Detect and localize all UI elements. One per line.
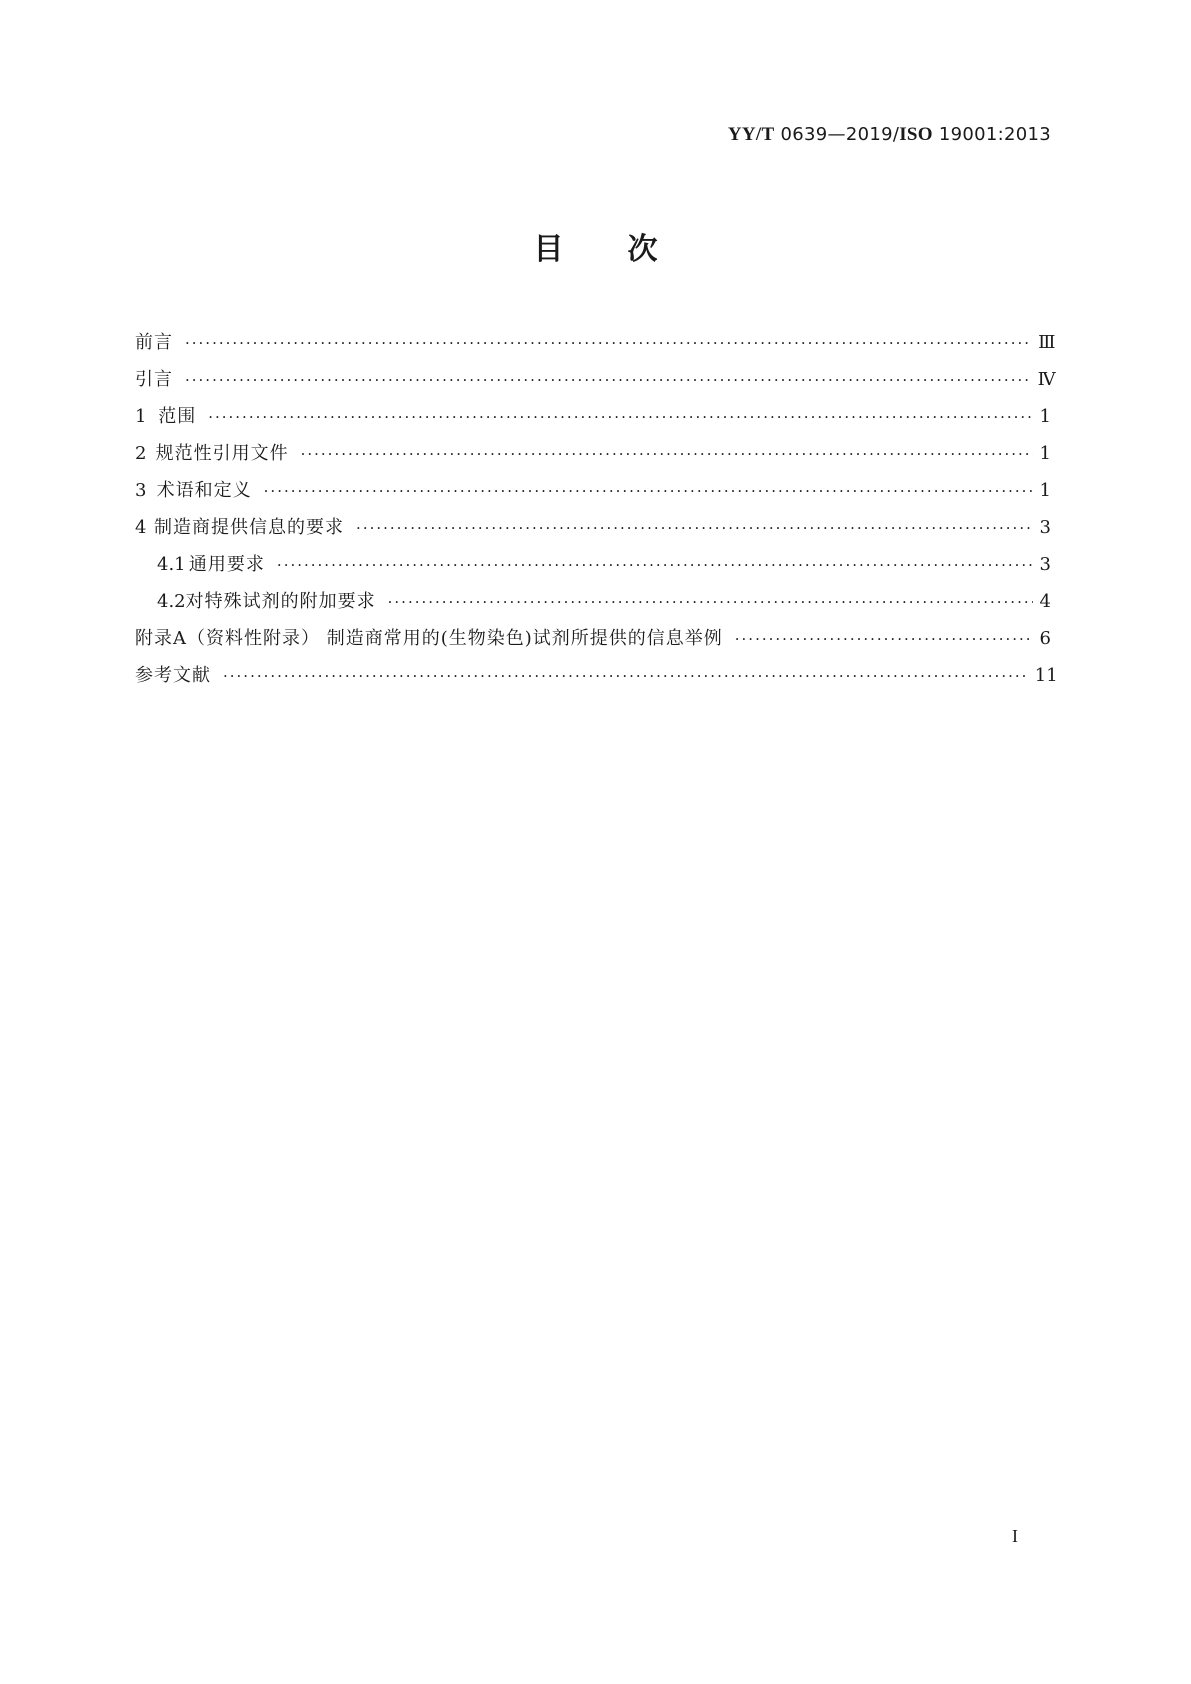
toc-entry-label: 参考文献 <box>135 665 211 686</box>
toc-entry-introduction[interactable] <box>135 365 1056 402</box>
toc-entry-page: 3 <box>1039 554 1051 575</box>
toc-entry-page: 3 <box>1039 517 1051 538</box>
toc-leader-dots <box>185 371 1032 389</box>
table-of-contents <box>135 328 1058 698</box>
toc-entry-page: 1 <box>1039 443 1051 464</box>
toc-entry-label: 对特殊试剂的附加要求 <box>185 591 376 612</box>
toc-entry-label: 规范性引用文件 <box>155 443 289 464</box>
toc-leader-dots <box>735 630 1033 648</box>
toc-entry-foreword[interactable] <box>135 328 1056 365</box>
standard-number: 0639—2019/ <box>774 124 900 145</box>
toc-leader-dots <box>388 593 1033 611</box>
toc-entry-normative-references[interactable] <box>135 439 1051 476</box>
toc-entry-label: 引言 <box>135 369 173 390</box>
page-number: I <box>1012 1526 1018 1546</box>
standard-prefix: YY/T <box>727 124 775 145</box>
title-char-1: 目 <box>533 232 564 267</box>
toc-leader-dots <box>185 334 1032 352</box>
toc-entry-label: 术语和定义 <box>156 480 252 501</box>
toc-entry-page: 11 <box>1034 665 1058 686</box>
toc-entry-page: 1 <box>1039 406 1051 427</box>
toc-entry-page: Ⅲ <box>1038 332 1056 353</box>
toc-entry-annex-a[interactable] <box>135 624 1051 661</box>
toc-leader-dots <box>301 445 1033 463</box>
toc-entry-scope[interactable] <box>135 402 1051 439</box>
page-title <box>0 224 1191 268</box>
toc-leader-dots <box>264 482 1033 500</box>
toc-entry-page: 6 <box>1039 628 1051 649</box>
toc-entry-label: 附录A（资料性附录） 制造商常用的(生物染色)试剂所提供的信息举例 <box>135 628 723 649</box>
toc-entry-number: 2 <box>135 443 147 464</box>
iso-number: 19001:2013 <box>932 124 1051 145</box>
title-char-2: 次 <box>627 232 658 267</box>
toc-entry-number: 4.1 <box>157 554 186 575</box>
toc-leader-dots <box>208 408 1033 426</box>
standard-header <box>728 124 1051 146</box>
toc-entry-special-reagents[interactable] <box>135 587 1051 624</box>
toc-entry-label: 通用要求 <box>188 554 265 575</box>
toc-entry-label: 前言 <box>135 332 173 353</box>
toc-entry-label: 范围 <box>158 406 197 427</box>
toc-entry-terms-definitions[interactable] <box>135 476 1051 513</box>
toc-entry-bibliography[interactable] <box>135 661 1058 698</box>
toc-leader-dots <box>356 519 1033 537</box>
toc-entry-page: 4 <box>1039 591 1051 612</box>
toc-leader-dots <box>277 556 1033 574</box>
iso-prefix: ISO <box>899 124 933 145</box>
toc-leader-dots <box>223 667 1029 685</box>
toc-entry-general-requirements[interactable] <box>135 550 1051 587</box>
toc-entry-number: 4.2 <box>157 591 186 612</box>
toc-entry-page: Ⅳ <box>1037 369 1056 390</box>
toc-entry-label: 制造商提供信息的要求 <box>154 517 345 538</box>
toc-entry-number: 1 <box>135 406 147 427</box>
toc-entry-page: 1 <box>1039 480 1051 501</box>
toc-entry-number: 3 <box>135 480 147 501</box>
toc-entry-manufacturer-requirements[interactable] <box>135 513 1051 550</box>
toc-entry-number: 4 <box>135 517 147 538</box>
